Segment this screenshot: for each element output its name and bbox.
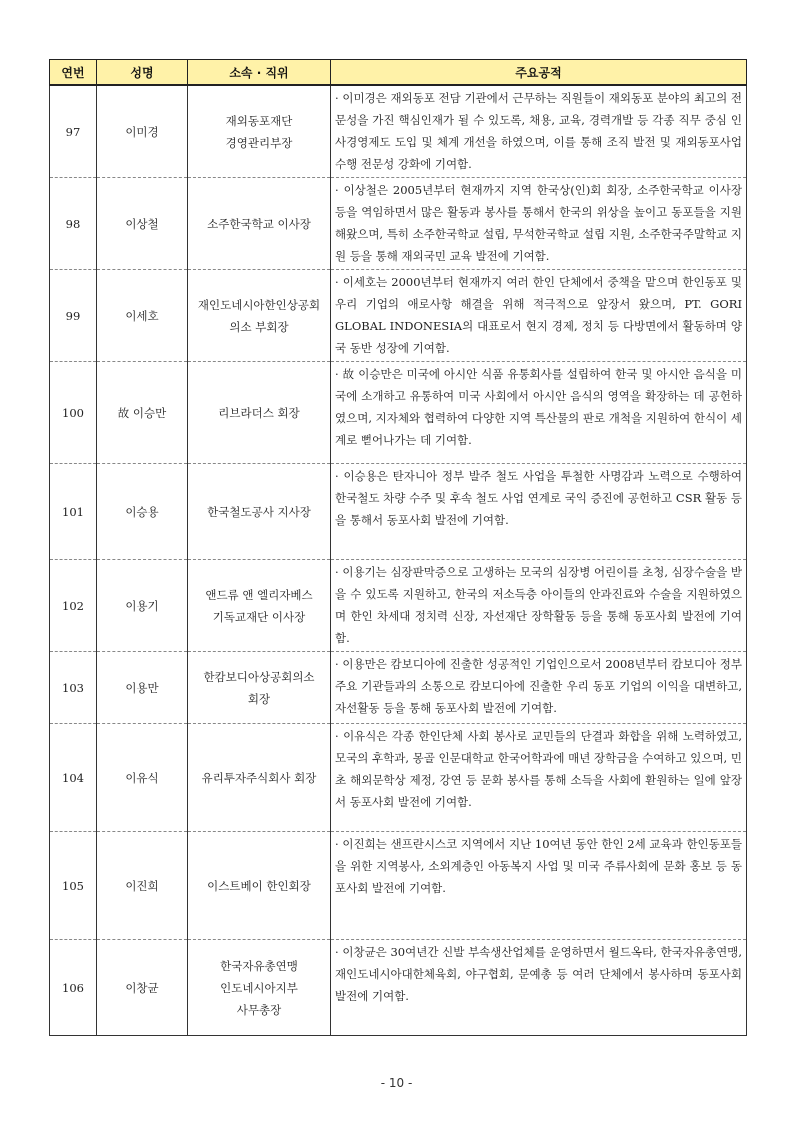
row-achievement: · 이용만은 캄보디아에 진출한 성공적인 기업인으로서 2008년부터 캄보디아 정부 주요 기관들과의 소통으로 캄보디아에 진출한 우리 동포 기업의 이익을 대변하고, 자선활동 등을 통해 동포사회 발전에 기여함. — [331, 652, 747, 724]
affiliation-line: 리브라더스 회장 — [218, 405, 300, 420]
row-affiliation — [188, 464, 331, 560]
row-affiliation — [188, 560, 331, 652]
row-achievement: · 이용기는 심장판막증으로 고생하는 모국의 심장병 어린이를 초청, 심장수술을 받을 수 있도록 지원하고, 한국의 저소득층 아이들의 안과진료와 수술을 지원하였으며 한인 차세대 정치력 신장, 자선재단 장학활동 등을 통해 동포사회 발전에 기여함. — [331, 560, 747, 652]
header-affiliation: 소속 · 직위 — [188, 60, 331, 86]
affiliation-line: 유리투자주식회사 회장 — [201, 770, 317, 785]
table-row — [50, 724, 747, 832]
row-achievement: · 이세호는 2000년부터 현재까지 여러 한인 단체에서 중책을 맡으며 한인동포 및 우리 기업의 애로사항 해결을 위해 적극적으로 앞장서 왔으며, PT. GORI GLOBAL INDONESIA의 대표로서 현지 경제, 정치 등 다방면에서 활동하며 양국 동반 성장에 기여함. — [331, 270, 747, 362]
row-name: 故 이승만 — [97, 362, 188, 464]
affiliation-line: 기독교재단 이사장 — [212, 609, 306, 624]
row-name: 이미경 — [97, 85, 188, 178]
affiliation-line: 소주한국학교 이사장 — [207, 216, 311, 231]
affiliation-line: 앤드류 앤 엘리자베스 — [205, 587, 313, 602]
row-achievement: · 이유식은 각종 한인단체 사회 봉사로 교민들의 단결과 화합을 위해 노력하였고, 모국의 후학과, 몽골 인문대학교 한국어학과에 매년 장학금을 수여하고 있으며, 민초 해외문학상 제정, 강연 등 문화 봉사를 통해 소득을 사회에 환원하는 일에 앞장서 동포사회 발전에 기여함. — [331, 724, 747, 832]
row-number: 101 — [50, 464, 97, 560]
table-row — [50, 178, 747, 270]
header-name: 성명 — [97, 60, 188, 86]
affiliation-line: 회장 — [247, 691, 271, 706]
row-affiliation — [188, 178, 331, 270]
row-name: 이진희 — [97, 832, 188, 940]
table-row — [50, 560, 747, 652]
table-row — [50, 85, 747, 178]
affiliation-line: 의소 부회장 — [229, 319, 289, 334]
row-number: 97 — [50, 85, 97, 178]
page-number: - 10 - — [380, 1076, 413, 1090]
row-achievement: · 이미경은 재외동포 전담 기관에서 근무하는 직원들이 재외동포 분야의 최고의 전문성을 가진 핵심인재가 될 수 있도록, 채용, 교육, 경력개발 등 각종 직무 중심 인사경영제도 도입 및 체계 개선을 하였으며, 이를 통해 조직 발전 및 재외동포사업 수행 전문성 강화에 기여함. — [331, 85, 747, 178]
table-row — [50, 270, 747, 362]
row-achievement: · 이승용은 탄자니아 정부 발주 철도 사업을 투철한 사명감과 노력으로 수행하여 한국철도 차량 수주 및 후속 철도 사업 연계로 국익 증진에 공헌하고 CSR 활동 등을 통해서 동포사회 발전에 기여함. — [331, 464, 747, 560]
row-number: 105 — [50, 832, 97, 940]
affiliation-line: 경영관리부장 — [225, 135, 293, 150]
row-number: 103 — [50, 652, 97, 724]
affiliation-line: 재외동포재단 — [225, 113, 293, 128]
affiliation-line: 사무총장 — [236, 1002, 282, 1017]
row-name: 이용만 — [97, 652, 188, 724]
affiliation-line: 한국자유총연맹 — [220, 958, 298, 973]
header-achievements: 주요공적 — [331, 60, 747, 86]
row-affiliation — [188, 362, 331, 464]
row-number: 106 — [50, 940, 97, 1036]
affiliation-line: 한캄보디아상공회의소 — [203, 669, 315, 684]
row-number: 104 — [50, 724, 97, 832]
row-affiliation — [188, 832, 331, 940]
row-affiliation — [188, 270, 331, 362]
row-achievement: · 이상철은 2005년부터 현재까지 지역 한국상(인)회 회장, 소주한국학교 이사장 등을 역임하면서 많은 활동과 봉사를 통해서 한국의 위상을 높이고 동포들을 지원해왔으며, 특히 소주한국학교 설립, 무석한국학교 설립 지원, 소주한국주말학교 지원 등을 통해 재외국민 교육 발전에 기여함. — [331, 178, 747, 270]
row-affiliation — [188, 652, 331, 724]
row-affiliation — [188, 724, 331, 832]
table-row — [50, 940, 747, 1036]
table-header-row — [50, 60, 747, 86]
row-name: 이상철 — [97, 178, 188, 270]
table-row — [50, 464, 747, 560]
row-affiliation — [188, 940, 331, 1036]
row-number: 102 — [50, 560, 97, 652]
row-achievement: · 故 이승만은 미국에 아시안 식품 유통회사를 설립하여 한국 및 아시안 음식을 미국에 소개하고 유통하여 미국 사회에서 아시안 음식의 영역을 확장하는 데 공헌하였으며, 지자체와 협력하여 다양한 지역 특산물의 판로 개척을 지원하여 한식이 세계로 뻗어나가는 데 기여함. — [331, 362, 747, 464]
affiliation-line: 이스트베이 한인회장 — [207, 878, 311, 893]
affiliation-line: 인도네시아지부 — [220, 980, 298, 995]
row-name: 이세호 — [97, 270, 188, 362]
row-affiliation — [188, 85, 331, 178]
row-name: 이승용 — [97, 464, 188, 560]
row-achievement: · 이창균은 30여년간 신발 부속생산업체를 운영하면서 월드옥타, 한국자유총연맹, 재인도네시아대한체육회, 야구협회, 문예총 등 여러 단체에서 봉사하며 동포사회 발전에 기여함. — [331, 940, 747, 1036]
row-name: 이유식 — [97, 724, 188, 832]
table-row — [50, 832, 747, 940]
table-row — [50, 652, 747, 724]
row-number: 99 — [50, 270, 97, 362]
affiliation-line: 한국철도공사 지사장 — [207, 504, 311, 519]
awards-table — [49, 59, 747, 1036]
affiliation-line: 재인도네시아한인상공회 — [197, 297, 321, 312]
row-name: 이창균 — [97, 940, 188, 1036]
header-no: 연번 — [50, 60, 97, 86]
row-number: 100 — [50, 362, 97, 464]
table-row — [50, 362, 747, 464]
row-number: 98 — [50, 178, 97, 270]
row-name: 이용기 — [97, 560, 188, 652]
row-achievement: · 이진희는 샌프란시스코 지역에서 지난 10여년 동안 한인 2세 교육과 한인동포들을 위한 지역봉사, 소외계층인 아동복지 사업 및 미국 주류사회에 문화 홍보 등 동포사회 발전에 기여함. — [331, 832, 747, 940]
